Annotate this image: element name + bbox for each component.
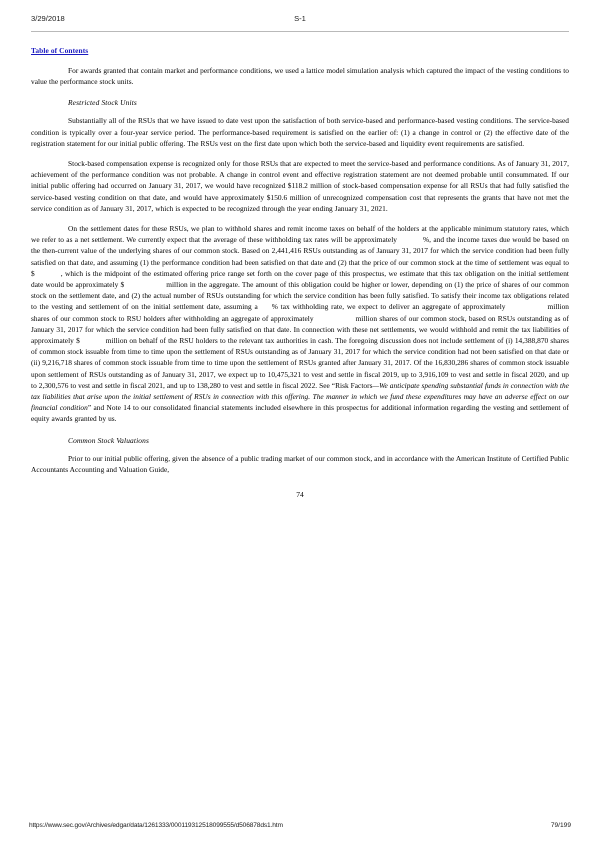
paragraph-awards-market-performance: For awards granted that contain market and performance conditions, we used a lattice model simulation analysis which captured the impact of the vesting conditions to value the performance stock units. [31, 66, 569, 87]
heading-common-stock-valuations: Common Stock Valuations [68, 435, 150, 445]
settlement-text-8: million on behalf of the RSU holders to the relevant tax authorities in cash. The foregoing discussion does not include settlement of (i) 14,388,870 shares of common stock issuable from time to time upon the settlement of RSUs outstanding as of January 31, 2017 for which the service condition had not been satisfied on that date or (ii) 9,216,718 shares of common stock issuable from time to time upon the settlement of RSUs granted after January 31, 2017. Of the 16,830,286 shares of common stock issuable upon settlement of RSUs outstanding as of January 31, 2017, we expect up to 10,475,321 to vest and settle in fiscal 2019, up to 3,916,109 to vest and settle in fiscal 2020, and up to 2,300,576 to vest and settle in fiscal 2021, and up to 138,280 to vest and settle in fiscal 2022. See “Risk Factors [31, 336, 569, 390]
paragraph-settlement-dates-net-settlement [31, 223, 569, 425]
settlement-text-1: On the settlement dates for these RSUs, we plan to withhold shares and remit income taxes on behalf of the holders at the applicable minimum statutory rates, which we refer to as a net settlement. We currently expect that the average of these withholding tax rates will be approximately [31, 224, 569, 245]
settlement-text-7: million shares of our common stock, based on RSUs outstanding as of January 31, 2017 for which the service condition had been fully satisfied on that date. In connection with these net settlements, we would withhold and remit the tax liabilities of approximately $ [31, 313, 569, 346]
heading-restricted-stock-units: Restricted Stock Units [68, 98, 137, 108]
settlement-text-3: , which is the midpoint of the estimated offering price range set forth on the cover page of this prospectus, we estimate that this tax obligation on the initial settlement date would be approximately $ [31, 268, 569, 290]
paragraph-common-stock-valuations: Prior to our initial public offering, given the absence of a public trading market of our common stock, and in accordance with the American Institute of Certified Public Accountants Accounting and Valuation Guide, [31, 453, 569, 474]
risk-factors-citation: —We anticipate spending substantial funds in connection with the tax liabilities that arise upon the initial settlement of RSUs in connection with this offering. The manner in which we fund these expenditures may have an adverse effect on our financial condition [31, 380, 569, 413]
settlement-text-6: million shares of our common stock to RSU holders after withholding an aggregate of approximately [31, 302, 569, 323]
print-header-date: 3/29/2018 [31, 14, 65, 23]
table-of-contents-link[interactable]: Table of Contents [31, 46, 89, 55]
settlement-text-4: million in the aggregate. The amount of this obligation could be higher or lower, depending on (1) the price of shares of our common stock on the settlement date, and (2) the actual number of RSUs outstanding for which the service condition has been fully satisfied. To satisfy their income tax obligations related to the vesting and settlement of on the initial settlement date, assuming a [31, 280, 569, 312]
header-divider [31, 31, 569, 32]
print-footer [0, 822, 600, 834]
settlement-text-2: %, and the income taxes due would be based on the then-current value of the underlying shares of our common stock. Based on 2,441,416 RSUs outstanding as of January 31, 2017 for which the service condition had been fully satisfied on that date, and assuming (1) the performance condition had been satisfied on that date and (2) that the price of our common stock at the time of settlement was equal to $ [31, 235, 570, 278]
paragraph-stock-based-compensation-expense: Stock-based compensation expense is recognized only for those RSUs that are expected to meet the service-based and performance conditions. As of January 31, 2017, achievement of the performance condition was not probable. A change in control event and effective registration statement are not deemed probable until consummated. If our initial public offering had occurred on January 31, 2017, we would have recognized $118.2 million of stock-based compensation expense for all RSUs that had fully satisfied the service-based vesting condition on that date, and would have approximately $150.6 million of unrecognized compensation cost that represents the grants that have not met the service condition as of January 31, 2017, which is expected to be recognized through the year ending January 31, 2021. [31, 159, 569, 213]
print-header [0, 14, 600, 28]
paragraph-rsu-vesting: Substantially all of the RSUs that we have issued to date vest upon the satisfaction of both service-based and performance-based vesting conditions. The service-based condition is typically over a four-year service period. The performance-based requirement is satisfied on the earlier of: (1) a change in control or (2) the effective date of the registration statement for our initial public offering. The RSUs vest on the first date upon which both the service-based and liquidity event requirements are satisfied. [31, 116, 569, 148]
page-number: 74 [296, 490, 304, 499]
print-header-document-title: S-1 [294, 14, 306, 23]
print-footer-pager: 79/199 [550, 822, 571, 829]
print-footer-url: https://www.sec.gov/Archives/edgar/data/1261333/000119312518099555/d506878ds1.htm [29, 822, 283, 829]
document-content [31, 40, 569, 484]
settlement-text-5: % tax withholding rate, we expect to deliver an aggregate of approximately [271, 302, 506, 312]
settlement-text-9: ” and Note 14 to our consolidated financial statements included elsewhere in this prospectus for additional information regarding the vesting and settlement of equity awards granted by us. [31, 403, 569, 424]
